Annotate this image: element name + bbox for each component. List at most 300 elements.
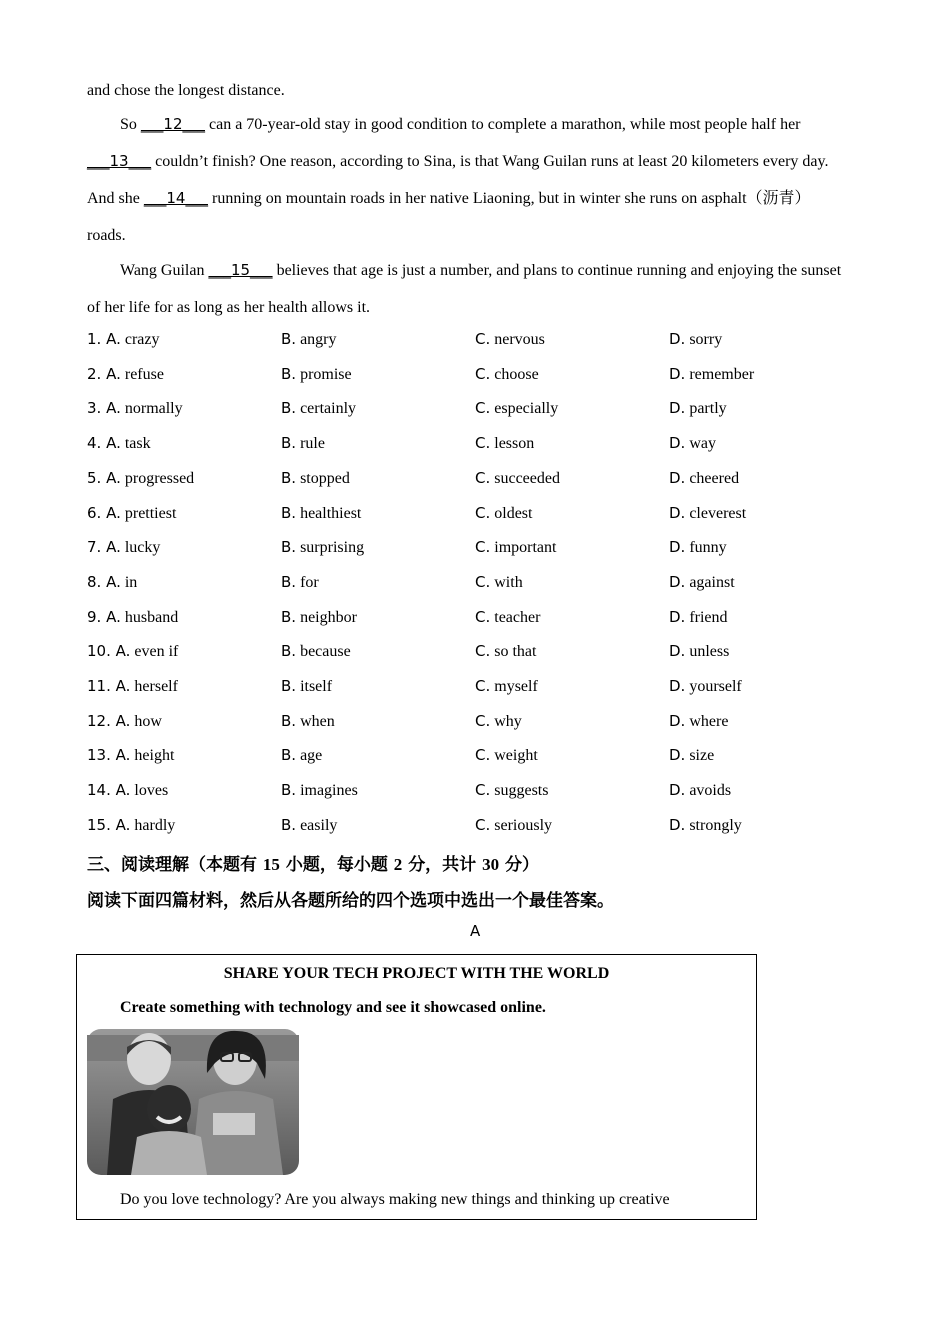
option-letter: B. [281, 503, 297, 522]
option-d [669, 816, 742, 835]
option-label [281, 330, 296, 348]
p2-pre: Wang Guilan [120, 262, 209, 279]
option-letter: D. [669, 642, 686, 661]
option-text: when [300, 712, 335, 730]
blank-14: ___14___ [143, 189, 208, 207]
option-label [669, 781, 685, 799]
option-text: remember [689, 365, 755, 383]
option-label [87, 642, 130, 660]
option-a [87, 781, 168, 800]
question-number: 4. [87, 434, 102, 453]
box-subtitle: Create something with technology and see it showcased online. [120, 999, 546, 1016]
question-number: 15. [87, 815, 111, 834]
option-c [475, 608, 540, 627]
option-text: why [494, 712, 522, 730]
option-a [87, 712, 162, 731]
option-letter: C. [475, 746, 491, 765]
option-label [669, 816, 685, 834]
option-c [475, 781, 548, 800]
heading-post: 分） [505, 855, 540, 875]
option-label [475, 781, 490, 799]
option-a [87, 816, 175, 835]
option-label [87, 504, 121, 522]
passage-paragraph-2 [87, 252, 849, 326]
option-label [281, 434, 296, 452]
option-letter: C. [475, 607, 491, 626]
option-letter: B. [281, 607, 297, 626]
option-text: prettiest [124, 504, 177, 522]
option-letter: B. [281, 815, 297, 834]
heading-pre: 三、阅读理解（本题有 [87, 855, 257, 875]
students-photo [87, 1029, 299, 1175]
option-d [669, 642, 729, 661]
option-letter: B. [281, 434, 297, 453]
option-b [281, 538, 364, 557]
option-text: seriously [494, 816, 553, 834]
option-label [87, 538, 121, 556]
question-row [87, 504, 867, 528]
option-c [475, 642, 536, 661]
heading-mid1: 小题，每小题 [285, 855, 388, 875]
option-text: refuse [124, 365, 164, 383]
option-b [281, 642, 351, 661]
question-row [87, 746, 867, 770]
option-a [87, 573, 137, 592]
option-letter: A. [115, 815, 131, 834]
option-letter: C. [475, 468, 491, 487]
box-title: SHARE YOUR TECH PROJECT WITH THE WORLD [223, 965, 610, 982]
option-a [87, 746, 174, 765]
option-text: nervous [494, 331, 545, 348]
option-b [281, 781, 358, 800]
option-label [669, 504, 685, 522]
option-label [669, 677, 685, 695]
option-label [281, 573, 296, 591]
option-text: imagines [300, 782, 358, 800]
option-letter: D. [669, 711, 686, 730]
option-text: itself [300, 678, 333, 695]
question-row [87, 365, 867, 389]
option-label [475, 399, 490, 417]
option-label [475, 642, 490, 660]
option-a [87, 365, 164, 384]
option-text: easily [300, 816, 338, 834]
question-number: 6. [87, 503, 102, 522]
option-b [281, 504, 361, 523]
option-label [87, 781, 130, 799]
option-label [669, 642, 685, 660]
option-letter: B. [281, 642, 297, 661]
option-label [87, 365, 121, 383]
option-letter: B. [281, 677, 297, 695]
option-text: age [300, 747, 323, 765]
option-d [669, 746, 714, 765]
option-text: yourself [689, 678, 742, 695]
option-d [669, 469, 739, 488]
option-letter: B. [281, 468, 297, 487]
option-d [669, 573, 735, 592]
option-text: oldest [494, 504, 533, 522]
option-text: especially [494, 400, 559, 418]
option-c [475, 677, 538, 696]
option-text: way [689, 435, 716, 453]
option-b [281, 677, 332, 696]
option-letter: C. [475, 434, 491, 453]
question-number: 1. [87, 330, 102, 348]
option-label [281, 469, 296, 487]
option-letter: A. [106, 434, 121, 453]
option-c [475, 469, 560, 488]
heading-points-each: 2 [393, 855, 403, 874]
option-label [87, 746, 130, 764]
option-b [281, 330, 337, 349]
option-label [475, 608, 490, 626]
option-label [669, 434, 685, 452]
option-d [669, 712, 728, 731]
option-label [669, 399, 685, 417]
option-letter: D. [669, 399, 686, 418]
option-label [281, 746, 296, 764]
option-text: loves [134, 782, 169, 800]
question-number: 5. [87, 468, 102, 487]
option-text: promise [300, 365, 352, 383]
option-text: avoids [689, 782, 732, 800]
question-row [87, 573, 867, 597]
passage-paragraph-1 [87, 106, 849, 254]
option-letter: D. [669, 781, 686, 800]
photo-wall-band [87, 1035, 299, 1061]
option-label [669, 469, 685, 487]
option-text: progressed [124, 469, 195, 487]
option-letter: A. [106, 399, 121, 418]
option-label [281, 816, 296, 834]
option-label [475, 330, 490, 348]
question-row [87, 712, 867, 736]
reading-a-box [76, 954, 757, 1220]
question-number: 3. [87, 399, 102, 418]
option-letter: A. [106, 503, 121, 522]
question-row [87, 434, 867, 458]
part-a-label: A [470, 922, 481, 940]
option-label [87, 677, 130, 695]
option-c [475, 365, 539, 384]
option-text: lucky [124, 539, 161, 557]
option-letter: D. [669, 572, 686, 591]
option-c [475, 573, 523, 592]
option-c [475, 816, 552, 835]
question-number: 9. [87, 607, 102, 626]
question-number: 10. [87, 642, 111, 661]
option-label [669, 573, 685, 591]
option-label [475, 677, 490, 695]
option-text: surprising [300, 539, 365, 557]
option-label [87, 573, 121, 591]
option-letter: D. [669, 330, 686, 348]
p2-post: believes that age is just a number, and plans to continue running and enjoying the sunset of her life for as long as her health allows it. [87, 262, 842, 316]
option-letter: D. [669, 677, 686, 695]
box-body-text: Do you love technology? Are you always making new things and thinking up creative [120, 1191, 670, 1208]
option-text: teacher [494, 608, 541, 626]
option-label [281, 642, 296, 660]
option-b [281, 469, 350, 488]
option-letter: B. [281, 364, 297, 383]
option-label [281, 608, 296, 626]
p1-pre: So [120, 116, 141, 133]
option-letter: C. [475, 364, 491, 383]
option-text: sorry [689, 331, 723, 348]
option-letter: C. [475, 677, 491, 695]
section-3-heading [87, 850, 539, 875]
p1-mid2: couldn’t finish? One reason, according to Sina, is that Wang Guilan runs at least 20 kilometers every day. And she [87, 153, 829, 207]
question-number: 8. [87, 572, 102, 591]
option-text: stopped [300, 469, 350, 487]
option-a [87, 399, 183, 418]
option-letter: A. [106, 364, 121, 383]
option-label [87, 816, 130, 834]
option-text: cleverest [689, 504, 747, 522]
option-label [475, 746, 490, 764]
option-d [669, 677, 742, 696]
option-label [281, 399, 296, 417]
option-letter: A. [106, 538, 121, 557]
question-row [87, 330, 867, 354]
question-row [87, 677, 867, 701]
option-letter: C. [475, 711, 491, 730]
option-text: suggests [494, 782, 549, 800]
option-letter: D. [669, 815, 686, 834]
option-c [475, 712, 522, 731]
shirt-graphic [213, 1113, 255, 1135]
option-letter: D. [669, 468, 686, 487]
question-number: 11. [87, 677, 111, 695]
option-label [87, 330, 121, 348]
option-letter: A. [115, 642, 131, 661]
question-row [87, 608, 867, 632]
option-letter: C. [475, 642, 491, 661]
option-text: succeeded [494, 469, 560, 487]
person-front-body [131, 1131, 207, 1175]
option-label [281, 365, 296, 383]
option-text: certainly [300, 400, 357, 418]
option-label [281, 504, 296, 522]
option-c [475, 538, 556, 557]
option-b [281, 746, 322, 765]
option-label [281, 677, 296, 695]
option-label [475, 573, 490, 591]
question-number: 12. [87, 711, 111, 730]
option-text: height [134, 747, 175, 765]
option-label [475, 712, 490, 730]
p1-mid1: can a 70-year-old stay in good condition to complete a marathon, while most people half her [205, 116, 801, 133]
option-text: myself [494, 678, 538, 695]
option-text: unless [689, 643, 730, 661]
option-text: because [300, 643, 351, 661]
option-text: rule [300, 435, 325, 453]
option-d [669, 781, 731, 800]
question-number: 7. [87, 538, 102, 557]
option-letter: B. [281, 711, 297, 730]
option-c [475, 504, 532, 523]
option-text: task [124, 435, 151, 453]
option-d [669, 365, 754, 384]
option-letter: C. [475, 815, 491, 834]
option-label [669, 330, 685, 348]
option-text: how [134, 712, 162, 730]
question-row [87, 538, 867, 562]
option-d [669, 399, 727, 418]
option-b [281, 573, 319, 592]
option-text: partly [689, 400, 727, 418]
blank-12: ___12___ [140, 115, 205, 133]
option-a [87, 608, 178, 627]
option-text: hardly [134, 816, 176, 834]
option-text: even if [134, 643, 179, 661]
option-letter: D. [669, 503, 686, 522]
option-text: choose [494, 365, 539, 383]
option-a [87, 330, 160, 349]
question-number: 2. [87, 364, 102, 383]
option-label [669, 538, 685, 556]
question-row [87, 781, 867, 805]
question-number: 14. [87, 781, 111, 800]
option-label [475, 816, 490, 834]
option-label [87, 712, 130, 730]
option-letter: D. [669, 434, 686, 453]
option-label [87, 469, 121, 487]
option-d [669, 538, 727, 557]
option-letter: B. [281, 330, 297, 348]
option-text: normally [124, 400, 183, 418]
option-letter: A. [115, 677, 131, 695]
option-label [87, 434, 121, 452]
option-text: healthiest [300, 504, 362, 522]
option-b [281, 712, 335, 731]
option-c [475, 746, 538, 765]
option-text: neighbor [300, 608, 357, 626]
option-label [475, 365, 490, 383]
option-letter: B. [281, 572, 297, 591]
option-label [669, 746, 685, 764]
option-text: husband [124, 608, 179, 626]
option-text: funny [689, 539, 727, 557]
option-a [87, 504, 176, 523]
option-letter: B. [281, 746, 297, 765]
option-b [281, 399, 356, 418]
option-text: for [300, 573, 319, 591]
option-text: strongly [689, 816, 742, 834]
heading-points-total: 30 [482, 855, 500, 874]
option-label [475, 434, 490, 452]
option-text: in [124, 573, 138, 591]
option-letter: D. [669, 364, 686, 383]
section-3-instruction: 阅读下面四篇材料，然后从各题所给的四个选项中选出一个最佳答案。 [87, 891, 614, 911]
option-label [281, 781, 296, 799]
option-text: against [689, 573, 735, 591]
option-a [87, 642, 178, 661]
option-text: important [494, 539, 557, 557]
option-a [87, 469, 194, 488]
option-letter: C. [475, 503, 491, 522]
option-letter: D. [669, 538, 686, 557]
option-a [87, 538, 160, 557]
option-letter: B. [281, 399, 297, 418]
option-letter: D. [669, 746, 686, 765]
option-label [669, 608, 685, 626]
option-letter: B. [281, 538, 297, 557]
blank-15: ___15___ [208, 261, 273, 279]
option-c [475, 434, 534, 453]
option-c [475, 399, 558, 418]
option-label [669, 365, 685, 383]
option-label [475, 538, 490, 556]
option-letter: B. [281, 781, 297, 800]
option-letter: C. [475, 538, 491, 557]
option-a [87, 677, 178, 696]
question-row [87, 642, 867, 666]
option-c [475, 330, 545, 349]
question-row [87, 816, 867, 840]
question-row [87, 469, 867, 493]
option-letter: C. [475, 399, 491, 418]
option-label [281, 538, 296, 556]
option-label [87, 608, 121, 626]
option-text: so that [494, 643, 537, 661]
option-b [281, 365, 352, 384]
option-text: with [494, 573, 523, 591]
option-text: herself [134, 678, 178, 695]
option-letter: A. [106, 468, 121, 487]
option-b [281, 816, 337, 835]
option-letter: A. [106, 330, 121, 348]
question-number: 13. [87, 746, 111, 765]
option-d [669, 608, 728, 627]
question-row [87, 399, 867, 423]
option-letter: A. [115, 711, 131, 730]
option-text: weight [494, 747, 538, 765]
option-label [475, 469, 490, 487]
option-letter: D. [669, 607, 686, 626]
option-text: angry [300, 331, 337, 348]
option-text: lesson [494, 435, 535, 453]
option-b [281, 608, 357, 627]
option-label [87, 399, 121, 417]
option-a [87, 434, 151, 453]
passage-intro-line: and chose the longest distance. [87, 82, 285, 99]
person-front-head [147, 1085, 191, 1133]
option-b [281, 434, 325, 453]
option-letter: C. [475, 781, 491, 800]
option-d [669, 330, 722, 349]
option-label [669, 712, 685, 730]
option-text: crazy [124, 331, 160, 348]
blank-13: ___13___ [87, 152, 152, 170]
heading-mid2: 分，共计 [408, 855, 477, 875]
option-label [475, 504, 490, 522]
heading-count: 15 [262, 855, 280, 874]
option-d [669, 434, 716, 453]
option-text: cheered [689, 469, 740, 487]
option-d [669, 504, 746, 523]
option-letter: C. [475, 572, 491, 591]
option-letter: A. [115, 746, 131, 765]
option-letter: A. [106, 572, 121, 591]
option-label [281, 712, 296, 730]
option-letter: C. [475, 330, 491, 348]
p1-post: running on mountain roads in her native Liaoning, but in winter she runs on asphalt（沥青）roads. [87, 190, 811, 244]
option-text: friend [689, 608, 728, 626]
option-text: size [689, 747, 715, 765]
option-letter: A. [106, 607, 121, 626]
